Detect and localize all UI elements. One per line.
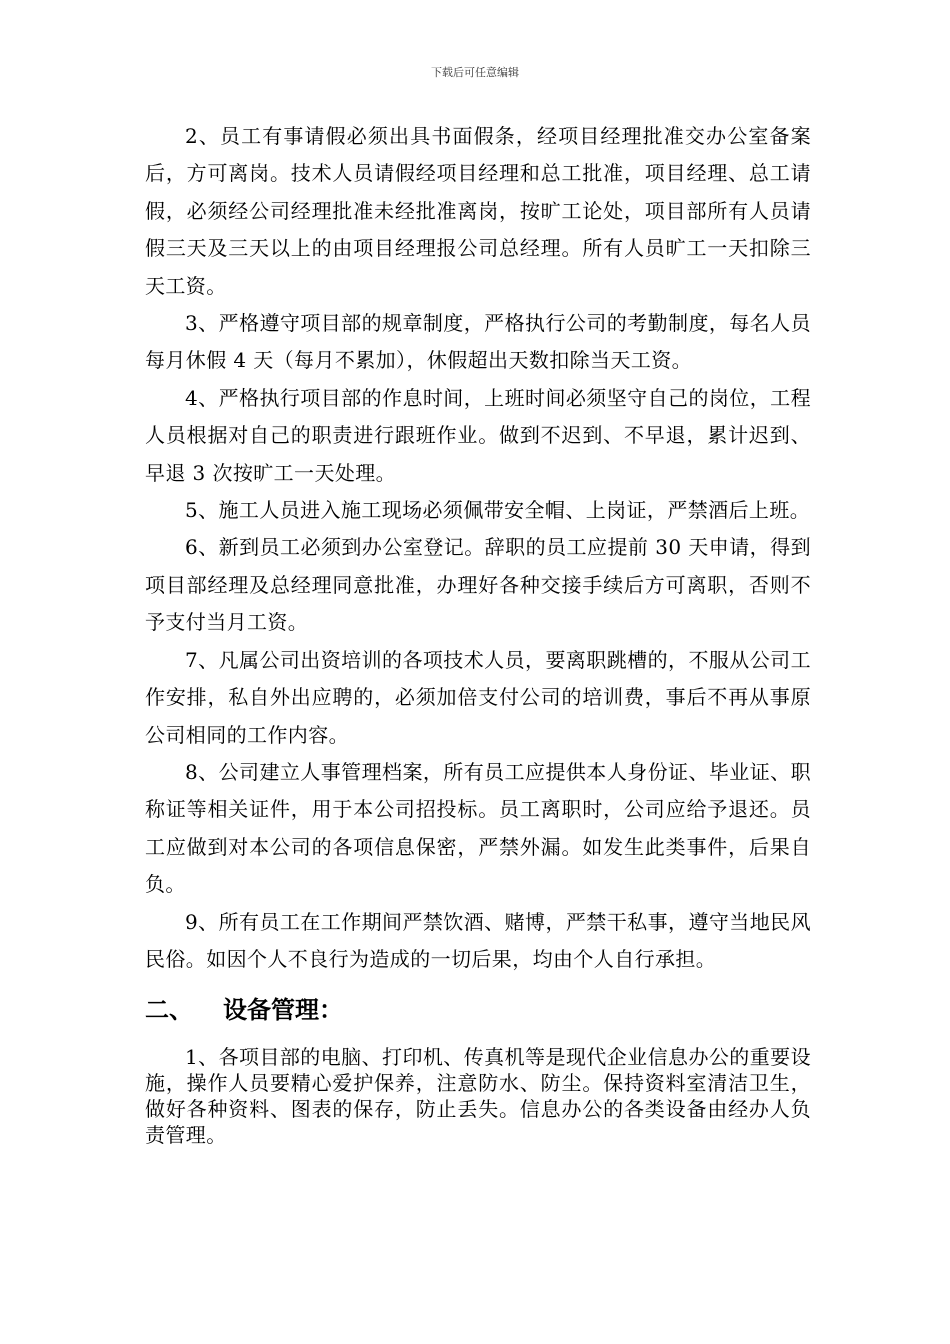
document-body xyxy=(145,118,811,1148)
paragraph-item-3: 3、严格遵守项目部的规章制度，严格执行公司的考勤制度，每名人员每月休假 4 天（每月不累加），休假超出天数扣除当天工资。 xyxy=(145,311,811,373)
equipment-paragraph-1: 1、各项目部的电脑、打印机、传真机等是现代企业信息办公的重要设施，操作人员要精心爱护保养，注意防水、防尘。保持资料室清洁卫生，做好各种资料、图表的保存，防止丢失。信息办公的各类设备由经办人负责管理。 xyxy=(145,1045,811,1148)
paragraph-item-7: 7、凡属公司出资培训的各项技术人员，要离职跳槽的，不服从公司工作安排，私自外出应聘的，必须加倍支付公司的培训费，事后不再从事原公司相同的工作内容。 xyxy=(145,647,811,747)
paragraph-item-2: 2、员工有事请假必须出具书面假条，经项目经理批准交办公室备案后，方可离岗。技术人员请假经项目经理和总工批准，项目经理、总工请假，必须经公司经理批准未经批准离岗，按旷工论处，项目部所有人员请假三天及三天以上的由项目经理报公司总经理。所有人员旷工一天扣除三天工资。 xyxy=(145,124,811,298)
section-number: 二、 xyxy=(145,996,193,1025)
paragraph-item-9: 9、所有员工在工作期间严禁饮酒、赌博，严禁干私事，遵守当地民风民俗。如因个人不良行为造成的一切后果，均由个人自行承担。 xyxy=(145,909,811,971)
paragraph-item-5: 5、施工人员进入施工现场必须佩带安全帽、上岗证，严禁酒后上班。 xyxy=(185,498,811,523)
paragraph-item-4: 4、严格执行项目部的作息时间，上班时间必须坚守自己的岗位，工程人员根据对自己的职责进行跟班作业。做到不迟到、不早退，累计迟到、早退 3 次按旷工一天处理。 xyxy=(145,385,811,485)
section-title-text: 设备管理： xyxy=(223,996,343,1025)
paragraph-item-6: 6、新到员工必须到办公室登记。辞职的员工应提前 30 天申请，得到项目部经理及总经理同意批准，办理好各种交接手续后方可离职，否则不予支付当月工资。 xyxy=(145,535,811,635)
page-header-note: 下载后可任意编辑 xyxy=(431,66,519,79)
section-heading-equipment xyxy=(145,994,811,1026)
paragraph-item-8: 8、公司建立人事管理档案，所有员工应提供本人身份证、毕业证、职称证等相关证件，用于本公司招投标。员工离职时，公司应给予退还。员工应做到对本公司的各项信息保密，严禁外漏。如发生此类事件，后果自负。 xyxy=(145,759,811,897)
